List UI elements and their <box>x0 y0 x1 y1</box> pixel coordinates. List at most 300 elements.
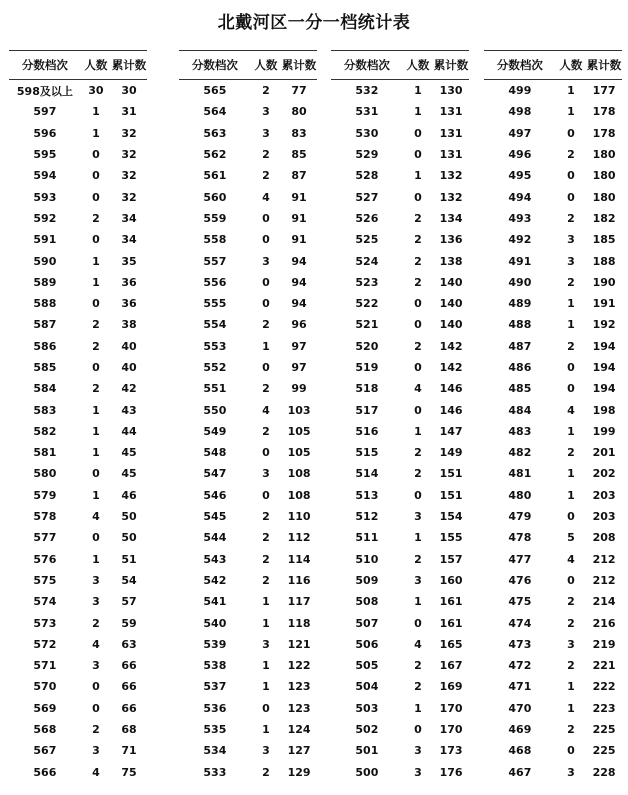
score-level-header: 分数档次 <box>179 51 251 80</box>
count-cell: 0 <box>567 573 575 587</box>
count-cell: 0 <box>92 190 100 204</box>
score-cell: 598及以上 <box>16 84 73 98</box>
cumulative-cell: 97 <box>291 339 307 353</box>
cumulative-cell: 138 <box>439 254 463 268</box>
table-row <box>331 123 469 144</box>
cumulative-cell: 116 <box>287 573 311 587</box>
table-row <box>179 570 317 591</box>
table-row <box>484 570 622 591</box>
score-cell: 536 <box>203 701 227 715</box>
score-cell: 556 <box>203 275 227 289</box>
score-cell: 564 <box>203 105 227 119</box>
table-row <box>331 293 469 314</box>
cumulative-cell: 32 <box>121 169 137 183</box>
score-cell: 589 <box>33 275 57 289</box>
score-cell: 574 <box>33 595 57 609</box>
cumulative-cell: 157 <box>439 552 463 566</box>
cumulative-cell: 178 <box>592 126 616 140</box>
table-row <box>331 634 469 655</box>
table-row <box>9 634 147 655</box>
cumulative-cell: 161 <box>439 616 463 630</box>
cumulative-cell: 124 <box>287 723 311 737</box>
table-row <box>9 612 147 633</box>
cumulative-cell: 173 <box>439 744 463 758</box>
count-cell: 3 <box>567 233 575 247</box>
cumulative-cell: 140 <box>439 318 463 332</box>
table-row <box>179 762 317 783</box>
cumulative-cell: 228 <box>592 765 616 779</box>
count-cell: 2 <box>262 510 270 524</box>
count-cell: 0 <box>92 701 100 715</box>
cumulative-cell: 142 <box>439 339 463 353</box>
table-row <box>9 336 147 357</box>
table-row <box>484 336 622 357</box>
count-cell: 4 <box>92 765 100 779</box>
table-row <box>9 186 147 207</box>
table-row <box>179 229 317 250</box>
count-cell: 0 <box>414 126 422 140</box>
score-cell: 494 <box>508 190 532 204</box>
score-cell: 523 <box>355 275 379 289</box>
count-cell: 4 <box>414 382 422 396</box>
cumulative-cell: 45 <box>121 446 137 460</box>
table-row <box>179 101 317 122</box>
count-cell: 2 <box>92 211 100 225</box>
cumulative-cell: 225 <box>592 744 616 758</box>
count-cell: 0 <box>414 190 422 204</box>
cumulative-cell: 131 <box>439 148 463 162</box>
count-cell: 0 <box>567 190 575 204</box>
score-cell: 477 <box>508 552 532 566</box>
table-row <box>484 634 622 655</box>
score-cell: 543 <box>203 552 227 566</box>
score-cell: 554 <box>203 318 227 332</box>
table-row <box>484 719 622 740</box>
count-cell: 2 <box>92 616 100 630</box>
score-table <box>331 51 469 783</box>
table-row <box>484 655 622 676</box>
count-cell: 3 <box>262 126 270 140</box>
count-cell: 4 <box>92 637 100 651</box>
count-cell: 0 <box>414 403 422 417</box>
count-cell: 0 <box>414 488 422 502</box>
score-cell: 552 <box>203 361 227 374</box>
score-cell: 491 <box>508 254 532 268</box>
count-cell: 0 <box>414 616 422 630</box>
table-row <box>484 165 622 186</box>
count-cell: 1 <box>414 701 422 715</box>
count-cell: 1 <box>92 105 100 119</box>
count-cell: 2 <box>262 169 270 183</box>
count-cell: 2 <box>92 723 100 737</box>
score-cell: 468 <box>508 744 532 758</box>
table-row <box>484 357 622 378</box>
cumulative-cell: 176 <box>439 765 463 779</box>
table-row <box>9 698 147 719</box>
table-header-row <box>484 51 622 80</box>
count-cell: 1 <box>567 701 575 715</box>
cumulative-cell: 34 <box>121 233 137 247</box>
score-cell: 485 <box>508 382 532 396</box>
cumulative-cell: 87 <box>291 169 307 183</box>
cumulative-cell: 202 <box>592 467 616 481</box>
table-row <box>9 314 147 335</box>
table-row <box>9 549 147 570</box>
count-cell: 2 <box>414 680 422 694</box>
table-row <box>331 506 469 527</box>
table-header-row <box>9 51 147 80</box>
cumulative-cell: 199 <box>592 424 616 438</box>
count-cell: 2 <box>567 723 575 737</box>
table-row <box>9 719 147 740</box>
table-row <box>179 463 317 484</box>
table-row <box>179 527 317 548</box>
cumulative-cell: 123 <box>287 680 311 694</box>
cumulative-cell: 83 <box>291 126 307 140</box>
cumulative-cell: 203 <box>592 510 616 524</box>
cumulative-cell: 105 <box>287 424 311 438</box>
count-cell: 1 <box>92 403 100 417</box>
table-row <box>331 208 469 229</box>
count-cell: 2 <box>262 765 270 779</box>
table-row <box>179 485 317 506</box>
score-cell: 562 <box>203 148 227 162</box>
table-row <box>179 676 317 697</box>
table-row <box>9 272 147 293</box>
table-row <box>9 357 147 378</box>
table-row <box>331 357 469 378</box>
score-table-block-2 <box>179 50 317 783</box>
cumulative-cell: 36 <box>121 297 137 311</box>
score-cell: 583 <box>33 403 57 417</box>
count-cell: 3 <box>414 744 422 758</box>
table-row <box>484 314 622 335</box>
score-cell: 530 <box>355 126 379 140</box>
table-row <box>484 144 622 165</box>
count-cell: 0 <box>567 169 575 183</box>
score-cell: 535 <box>203 723 227 737</box>
count-cell: 1 <box>414 169 422 183</box>
score-cell: 582 <box>33 424 57 438</box>
score-cell: 470 <box>508 701 532 715</box>
cumulative-cell: 35 <box>121 254 137 268</box>
table-row <box>331 570 469 591</box>
table-row <box>179 186 317 207</box>
score-cell: 528 <box>355 169 379 183</box>
cumulative-cell: 191 <box>592 297 616 311</box>
score-cell: 580 <box>33 467 57 481</box>
cumulative-cell: 50 <box>121 531 137 545</box>
count-cell: 0 <box>92 531 100 545</box>
table-row <box>331 719 469 740</box>
cumulative-cell: 42 <box>121 382 137 396</box>
score-level-header: 分数档次 <box>484 51 556 80</box>
cumulative-cell: 66 <box>121 701 137 715</box>
table-row <box>9 570 147 591</box>
table-row <box>331 762 469 783</box>
score-cell: 500 <box>355 765 379 779</box>
score-cell: 510 <box>355 552 379 566</box>
table-row <box>179 357 317 378</box>
table-row <box>331 655 469 676</box>
table-row <box>331 740 469 761</box>
score-cell: 551 <box>203 382 227 396</box>
cumulative-cell: 165 <box>439 637 463 651</box>
cumulative-cell: 38 <box>121 318 137 332</box>
cumulative-cell: 105 <box>287 446 311 460</box>
table-header-row <box>179 51 317 80</box>
score-cell: 597 <box>33 105 57 119</box>
score-cell: 565 <box>203 84 227 98</box>
cumulative-cell: 146 <box>439 403 463 417</box>
table-row <box>484 698 622 719</box>
cumulative-cell: 216 <box>592 616 616 630</box>
score-cell: 570 <box>33 680 57 694</box>
count-cell: 0 <box>92 297 100 311</box>
score-cell: 506 <box>355 637 379 651</box>
table-row <box>331 698 469 719</box>
score-cell: 558 <box>203 233 227 247</box>
cumulative-cell: 51 <box>121 552 137 566</box>
score-cell: 499 <box>508 84 532 98</box>
score-cell: 522 <box>355 297 379 311</box>
cumulative-cell: 63 <box>121 637 137 651</box>
count-cell: 1 <box>414 424 422 438</box>
cumulative-cell: 85 <box>291 148 307 162</box>
table-row <box>484 485 622 506</box>
table-row <box>179 655 317 676</box>
count-cell: 2 <box>262 382 270 396</box>
count-cell: 4 <box>92 510 100 524</box>
score-cell: 593 <box>33 190 57 204</box>
count-cell: 0 <box>567 744 575 758</box>
cumulative-cell: 170 <box>439 701 463 715</box>
cumulative-cell: 160 <box>439 573 463 587</box>
score-cell: 527 <box>355 190 379 204</box>
cumulative-cell: 167 <box>439 659 463 673</box>
count-cell: 2 <box>414 275 422 289</box>
cumulative-header: 累计数 <box>281 51 317 80</box>
count-cell: 2 <box>414 211 422 225</box>
table-row <box>331 421 469 442</box>
score-cell: 484 <box>508 403 532 417</box>
score-cell: 526 <box>355 211 379 225</box>
table-row <box>484 399 622 420</box>
cumulative-cell: 219 <box>592 637 616 651</box>
score-cell: 471 <box>508 680 532 694</box>
score-cell: 563 <box>203 126 227 140</box>
cumulative-cell: 155 <box>439 531 463 545</box>
cumulative-cell: 36 <box>121 275 137 289</box>
count-cell: 0 <box>92 680 100 694</box>
score-cell: 544 <box>203 531 227 545</box>
score-table-block-3 <box>331 50 469 783</box>
cumulative-cell: 221 <box>592 659 616 673</box>
count-cell: 0 <box>262 233 270 247</box>
score-cell: 576 <box>33 552 57 566</box>
score-cell: 481 <box>508 467 532 481</box>
score-level-header: 分数档次 <box>9 51 81 80</box>
score-cell: 577 <box>33 531 57 545</box>
score-cell: 579 <box>33 488 57 502</box>
cumulative-cell: 130 <box>439 84 463 98</box>
table-row <box>484 421 622 442</box>
count-cell: 3 <box>262 254 270 268</box>
cumulative-cell: 77 <box>291 84 307 98</box>
cumulative-cell: 198 <box>592 403 616 417</box>
cumulative-cell: 80 <box>291 105 307 119</box>
count-cell: 4 <box>567 403 575 417</box>
table-row <box>331 378 469 399</box>
count-cell: 0 <box>414 723 422 737</box>
table-row <box>179 165 317 186</box>
table-row <box>179 80 317 102</box>
table-row <box>484 442 622 463</box>
table-row <box>331 527 469 548</box>
table-row <box>9 676 147 697</box>
table-row <box>9 463 147 484</box>
count-cell: 2 <box>567 339 575 353</box>
count-cell: 0 <box>567 361 575 374</box>
count-cell: 3 <box>567 254 575 268</box>
count-cell: 3 <box>414 510 422 524</box>
score-table-block-4 <box>484 50 622 783</box>
score-cell: 495 <box>508 169 532 183</box>
cumulative-cell: 222 <box>592 680 616 694</box>
score-cell: 542 <box>203 573 227 587</box>
count-cell: 0 <box>92 361 100 374</box>
count-cell: 0 <box>414 318 422 332</box>
score-cell: 586 <box>33 339 57 353</box>
table-row <box>9 591 147 612</box>
count-cell: 1 <box>262 680 270 694</box>
score-cell: 567 <box>33 744 57 758</box>
count-cell: 2 <box>262 148 270 162</box>
score-cell: 507 <box>355 616 379 630</box>
count-cell: 2 <box>414 254 422 268</box>
cumulative-cell: 59 <box>121 616 137 630</box>
table-row <box>179 591 317 612</box>
table-row <box>484 463 622 484</box>
score-cell: 505 <box>355 659 379 673</box>
score-cell: 476 <box>508 573 532 587</box>
score-cell: 560 <box>203 190 227 204</box>
count-cell: 1 <box>567 424 575 438</box>
cumulative-cell: 161 <box>439 595 463 609</box>
table-row <box>484 293 622 314</box>
cumulative-cell: 214 <box>592 595 616 609</box>
table-row <box>9 229 147 250</box>
score-cell: 474 <box>508 616 532 630</box>
table-row <box>179 314 317 335</box>
score-cell: 561 <box>203 169 227 183</box>
table-row <box>484 740 622 761</box>
count-cell: 0 <box>414 148 422 162</box>
score-cell: 521 <box>355 318 379 332</box>
table-row <box>9 293 147 314</box>
cumulative-cell: 117 <box>287 595 311 609</box>
table-row <box>9 208 147 229</box>
score-cell: 511 <box>355 531 379 545</box>
count-cell: 1 <box>567 297 575 311</box>
cumulative-cell: 108 <box>287 488 311 502</box>
count-cell: 2 <box>567 446 575 460</box>
count-cell: 1 <box>414 105 422 119</box>
count-cell: 0 <box>262 211 270 225</box>
cumulative-cell: 223 <box>592 701 616 715</box>
table-row <box>179 399 317 420</box>
table-row <box>9 655 147 676</box>
score-cell: 501 <box>355 744 379 758</box>
count-cell: 4 <box>567 552 575 566</box>
score-cell: 559 <box>203 211 227 225</box>
count-cell: 0 <box>92 169 100 183</box>
count-cell: 1 <box>92 126 100 140</box>
score-cell: 566 <box>33 765 57 779</box>
score-cell: 596 <box>33 126 57 140</box>
count-cell: 4 <box>262 190 270 204</box>
count-cell: 0 <box>262 446 270 460</box>
count-cell: 1 <box>567 680 575 694</box>
cumulative-cell: 142 <box>439 361 463 374</box>
cumulative-cell: 151 <box>439 488 463 502</box>
count-cell: 0 <box>414 361 422 374</box>
table-row <box>9 442 147 463</box>
score-cell: 496 <box>508 148 532 162</box>
score-cell: 525 <box>355 233 379 247</box>
score-cell: 572 <box>33 637 57 651</box>
score-cell: 515 <box>355 446 379 460</box>
table-row <box>179 421 317 442</box>
table-row <box>484 250 622 271</box>
score-cell: 472 <box>508 659 532 673</box>
cumulative-cell: 46 <box>121 488 137 502</box>
score-level-header: 分数档次 <box>331 51 403 80</box>
score-cell: 488 <box>508 318 532 332</box>
cumulative-cell: 122 <box>287 659 311 673</box>
count-cell: 2 <box>414 446 422 460</box>
cumulative-cell: 208 <box>592 531 616 545</box>
cumulative-cell: 96 <box>291 318 307 332</box>
score-cell: 483 <box>508 424 532 438</box>
table-row <box>484 612 622 633</box>
cumulative-cell: 118 <box>287 616 311 630</box>
score-cell: 486 <box>508 361 532 374</box>
score-cell: 497 <box>508 126 532 140</box>
cumulative-cell: 140 <box>439 297 463 311</box>
cumulative-cell: 140 <box>439 275 463 289</box>
count-cell: 1 <box>414 84 422 98</box>
table-row <box>331 144 469 165</box>
table-row <box>9 506 147 527</box>
cumulative-cell: 201 <box>592 446 616 460</box>
table-row <box>179 698 317 719</box>
score-cell: 532 <box>355 84 379 98</box>
cumulative-cell: 131 <box>439 126 463 140</box>
cumulative-cell: 121 <box>287 637 311 651</box>
count-cell: 0 <box>92 148 100 162</box>
cumulative-cell: 190 <box>592 275 616 289</box>
cumulative-cell: 40 <box>121 339 137 353</box>
count-header: 人数 <box>251 51 281 80</box>
count-cell: 2 <box>567 595 575 609</box>
cumulative-cell: 127 <box>287 744 311 758</box>
cumulative-cell: 203 <box>592 488 616 502</box>
table-row <box>331 442 469 463</box>
score-table <box>179 51 317 783</box>
count-cell: 0 <box>262 488 270 502</box>
score-cell: 520 <box>355 339 379 353</box>
